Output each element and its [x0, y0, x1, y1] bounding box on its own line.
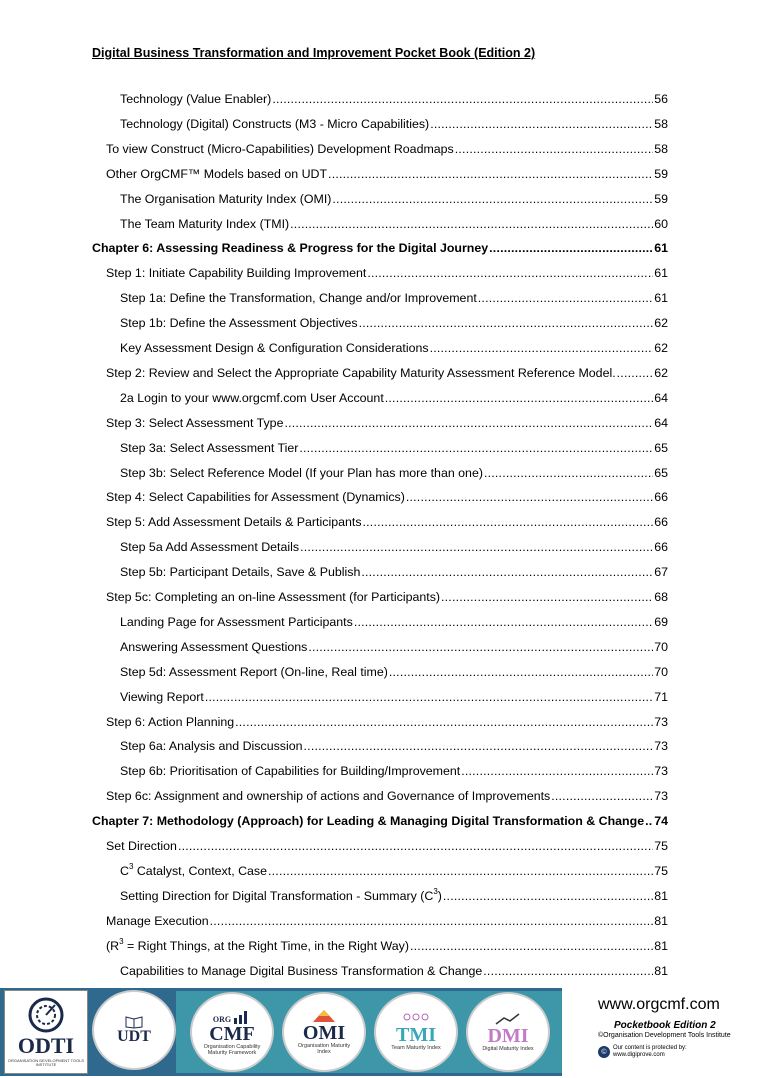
toc-entry-page: 68: [654, 590, 668, 604]
toc-entry[interactable]: [120, 314, 668, 332]
toc-dot-leader: [483, 962, 653, 980]
toc-entry-title: Step 6: Action Planning: [106, 714, 235, 729]
omi-logo: [282, 992, 366, 1072]
toc-entry-title: Key Assessment Design & Configuration Considerations: [120, 341, 429, 355]
toc-entry[interactable]: [106, 140, 668, 158]
edition-label: Pocketbook Edition 2: [614, 1020, 716, 1031]
toc-entry[interactable]: [120, 762, 668, 780]
toc-entry-title: Other OrgCMF™ Models based on UDT: [106, 166, 328, 181]
toc-entry-page: 59: [654, 191, 668, 206]
toc-entry-page: 65: [654, 465, 668, 480]
udt-logo-wrapper: [92, 990, 176, 1074]
toc-dot-leader: [645, 812, 653, 830]
odti-logo: [4, 990, 88, 1074]
toc-dot-leader: [455, 140, 653, 158]
tmi-logo-text: TMI: [396, 1023, 436, 1046]
toc-dot-leader: [284, 414, 653, 432]
dmi-logo: [466, 992, 550, 1072]
udt-logo-text: UDT: [117, 1028, 151, 1045]
toc-entry[interactable]: [120, 613, 668, 631]
toc-entry[interactable]: [120, 862, 668, 880]
toc-entry-title: Step 6a: Analysis and Discussion: [120, 739, 303, 754]
trend-arrow-icon: [495, 1012, 521, 1026]
udt-logo: [92, 990, 176, 1070]
toc-entry-page: 75: [654, 863, 668, 878]
toc-entry-page: 60: [654, 216, 668, 231]
toc-entry-page: 66: [654, 515, 668, 530]
orgcmf-logo: [190, 992, 274, 1072]
orgcmf-logo-text: CMF: [209, 1022, 255, 1045]
toc-entry-page: 64: [654, 415, 668, 430]
toc-entry-page: 81: [654, 938, 668, 953]
toc-dot-leader: [478, 289, 653, 307]
toc-entry-title: Step 1b: Define the Assessment Objectives: [120, 316, 358, 331]
toc-entry[interactable]: [106, 264, 668, 282]
toc-entry-page: 69: [654, 614, 668, 629]
toc-entry-page: 75: [654, 839, 668, 853]
toc-entry-page: 81: [654, 888, 668, 903]
toc-entry-page: 70: [654, 664, 668, 679]
toc-entry-title: Technology (Digital) Constructs (M3 - Micro Capabilities): [120, 116, 430, 131]
toc-entry[interactable]: [92, 812, 668, 830]
toc-entry-title: Step 6c: Assignment and ownership of actions and Governance of Improvements: [106, 789, 551, 804]
toc-entry[interactable]: [106, 513, 668, 531]
toc-dot-leader: [205, 688, 653, 706]
toc-dot-leader: [210, 912, 654, 930]
toc-entry[interactable]: [120, 339, 668, 357]
toc-entry[interactable]: [120, 289, 668, 307]
dmi-logo-subtext: Digital Maturity Index: [482, 1045, 534, 1052]
toc-entry[interactable]: [92, 239, 668, 257]
toc-entry-page: 65: [654, 440, 668, 455]
toc-entry[interactable]: [106, 165, 668, 183]
toc-entry[interactable]: [106, 488, 668, 506]
pyramid-icon: [312, 1009, 336, 1023]
toc-entry[interactable]: [120, 464, 668, 482]
toc-dot-leader: [354, 613, 653, 631]
toc-entry[interactable]: [106, 588, 668, 606]
page-header: Digital Business Transformation and Improvement Pocket Book (Edition 2): [92, 46, 536, 60]
toc-entry-title: Step 6b: Prioritisation of Capabilities for Building/Improvement: [120, 764, 461, 779]
toc-entry[interactable]: [120, 563, 668, 581]
toc-entry-page: 73: [654, 714, 668, 729]
toc-entry-page: 58: [654, 116, 668, 131]
toc-entry-title: Step 1: Initiate Capability Building Improvement: [106, 266, 367, 281]
toc-dot-leader: [389, 663, 653, 681]
orgcmf-logo-top: ORG: [212, 1014, 232, 1024]
toc-entry[interactable]: [106, 713, 668, 731]
toc-entry-title: Step 5b: Participant Details, Save & Publish: [120, 565, 361, 580]
toc-entry-title: Step 3b: Select Reference Model (If your Plan has more than one): [120, 465, 483, 480]
toc-entry-page: 62: [654, 341, 668, 355]
toc-entry[interactable]: [120, 389, 668, 407]
toc-dot-leader: [367, 264, 653, 282]
toc-entry-page: 58: [654, 141, 668, 156]
toc-entry-title: To view Construct (Micro-Capabilities) Development Roadmaps: [106, 141, 454, 156]
toc-dot-leader: [461, 762, 653, 780]
toc-entry[interactable]: [120, 737, 668, 755]
toc-entry-title: Step 3: Select Assessment Type: [106, 415, 284, 430]
toc-entry-page: 61: [654, 291, 668, 306]
toc-dot-leader: [299, 439, 653, 457]
toc-entry-title: Step 4: Select Capabilities for Assessment (Dynamics): [106, 490, 405, 505]
toc-dot-leader: [617, 364, 654, 382]
toc-entry-page: 61: [654, 241, 668, 256]
toc-dot-leader: [272, 90, 653, 108]
toc-entry[interactable]: [120, 638, 668, 656]
toc-entry-title: Chapter 7: Methodology (Approach) for Leading & Managing Digital Transformation & Change: [92, 814, 645, 829]
toc-entry-title: Capabilities to Manage Digital Business Transformation & Change: [120, 963, 483, 978]
toc-entry-page: 73: [654, 764, 668, 779]
toc-dot-leader: [290, 215, 653, 233]
toc-dot-leader: [484, 464, 653, 482]
toc-dot-leader: [430, 115, 653, 133]
toc-entry-page: 61: [654, 266, 668, 281]
toc-dot-leader: [361, 563, 653, 581]
bar-chart-icon: [233, 1008, 251, 1024]
toc-dot-leader: [385, 389, 653, 407]
toc-entry[interactable]: [120, 90, 668, 108]
toc-entry[interactable]: [120, 688, 668, 706]
toc-entry-page: 62: [654, 316, 668, 331]
toc-entry-page: 74: [654, 814, 668, 829]
page-footer: [0, 988, 761, 1076]
toc-dot-leader: [235, 713, 653, 731]
toc-entry-page: 62: [654, 365, 668, 380]
toc-entry-title: Manage Execution: [106, 913, 209, 928]
orgcmf-logo-subtext: Organisation Capability Maturity Framework: [203, 1043, 261, 1056]
toc-entry[interactable]: [120, 215, 668, 233]
toc-dot-leader: [551, 787, 653, 805]
toc-dot-leader: [178, 837, 653, 855]
toc-entry-page: 70: [654, 639, 668, 654]
toc-dot-leader: [300, 538, 653, 556]
tmi-logo: [374, 992, 458, 1072]
toc-entry[interactable]: [106, 787, 668, 805]
toc-dot-leader: [441, 588, 653, 606]
protection-line-1: Our content is protected by:: [613, 1045, 687, 1052]
toc-entry-page: 81: [654, 913, 668, 928]
odti-logo-subtext: ORGANISATION DEVELOPMENT TOOLS INSTITUTE: [7, 1058, 85, 1068]
toc-entry-page: 59: [654, 166, 668, 181]
toc-entry-title: The Organisation Maturity Index (OMI): [120, 191, 332, 206]
toc-entry[interactable]: [106, 912, 668, 930]
toc-entry-title: Step 2: Review and Select the Appropriate Capability Maturity Assessment Reference Model.: [106, 365, 616, 380]
copyright-notice: ©Organisation Development Tools Institute: [598, 1032, 731, 1039]
toc-entry-page: 66: [654, 490, 668, 505]
toc-entry[interactable]: [120, 538, 668, 556]
website-url: www.orgcmf.com: [598, 996, 720, 1013]
toc-entry[interactable]: [120, 962, 668, 980]
toc-entry-page: 56: [654, 92, 668, 106]
toc-dot-leader: [308, 638, 653, 656]
toc-dot-leader: [443, 887, 653, 905]
toc-entry-title: The Team Maturity Index (TMI): [120, 216, 290, 231]
toc-entry-page: 66: [654, 540, 668, 555]
book-icon: [125, 1015, 143, 1029]
toc-dot-leader: [328, 165, 653, 183]
toc-entry-title: Set Direction: [106, 839, 177, 853]
toc-dot-leader: [304, 737, 654, 755]
toc-entry-page: 81: [654, 963, 668, 978]
toc-entry-title: Step 5d: Assessment Report (On-line, Real time): [120, 664, 388, 679]
toc-entry[interactable]: [106, 837, 668, 855]
toc-entry-title: Technology (Value Enabler): [120, 92, 272, 106]
protection-notice: [598, 1042, 758, 1062]
toc-entry-title: Setting Direction for Digital Transformation - Summary $(C^3)$: [120, 886, 442, 903]
toc-entry[interactable]: [120, 115, 668, 133]
toc-entry-title: $C^3$ Catalyst, Context, Case: [120, 861, 268, 878]
toc-dot-leader: [268, 862, 653, 880]
toc-entry[interactable]: [120, 663, 668, 681]
toc-entry[interactable]: [106, 364, 668, 382]
toc-entry[interactable]: [106, 414, 668, 432]
omi-logo-text: OMI: [302, 1021, 346, 1044]
toc-entry-title: Step 5: Add Assessment Details & Participants: [106, 515, 362, 530]
tmi-logo-subtext: Team Maturity Index: [391, 1044, 441, 1051]
dmi-logo-text: DMI: [487, 1024, 529, 1047]
toc-entry-title: Answering Assessment Questions: [120, 639, 308, 654]
protection-line-2: www.digiprove.com: [613, 1052, 665, 1058]
toc-entry-page: 73: [654, 739, 668, 754]
toc-dot-leader: [406, 488, 653, 506]
toc-dot-leader: [430, 339, 654, 357]
toc-entry-title: Step 3a: Select Assessment Tier: [120, 440, 299, 455]
toc-entry-title: ($R^3$ = Right Things, at the Right Time, in the Right Way): [106, 936, 410, 953]
toc-entry-title: Step 5c: Completing an on-line Assessment (for Participants): [106, 590, 441, 604]
toc-entry-title: Step 5a Add Assessment Details: [120, 540, 300, 555]
toc-entry[interactable]: [120, 439, 668, 457]
digiprove-icon: ©: [598, 1046, 610, 1058]
toc-entry-title: Landing Page for Assessment Participants: [120, 614, 353, 629]
toc-dot-leader: [489, 239, 653, 257]
toc-entry-page: 67: [654, 565, 668, 580]
toc-dot-leader: [332, 190, 653, 208]
toc-dot-leader: [363, 513, 654, 531]
toc-entry-page: 73: [654, 789, 668, 804]
toc-entry-title: Step 1a: Define the Transformation, Change and/or Improvement: [120, 291, 477, 306]
toc-dot-leader: [359, 314, 654, 332]
odti-logo-text: ODTI: [17, 1033, 75, 1058]
toc-dot-leader: [410, 937, 653, 955]
toc-entry-title: Chapter 6: Assessing Readiness & Progress for the Digital Journey: [92, 241, 489, 256]
toc-entry-page: 71: [654, 689, 668, 704]
toc-entry[interactable]: [120, 190, 668, 208]
omi-logo-subtext: Organisation Maturity Index: [297, 1042, 351, 1055]
toc-entry-page: 64: [654, 390, 668, 405]
toc-entry-title: Viewing Report: [120, 689, 204, 704]
toc-entry[interactable]: [106, 937, 668, 955]
toc-entry[interactable]: [120, 887, 668, 905]
toc-entry-title: 2a Login to your www.orgcmf.com User Account: [120, 390, 384, 405]
